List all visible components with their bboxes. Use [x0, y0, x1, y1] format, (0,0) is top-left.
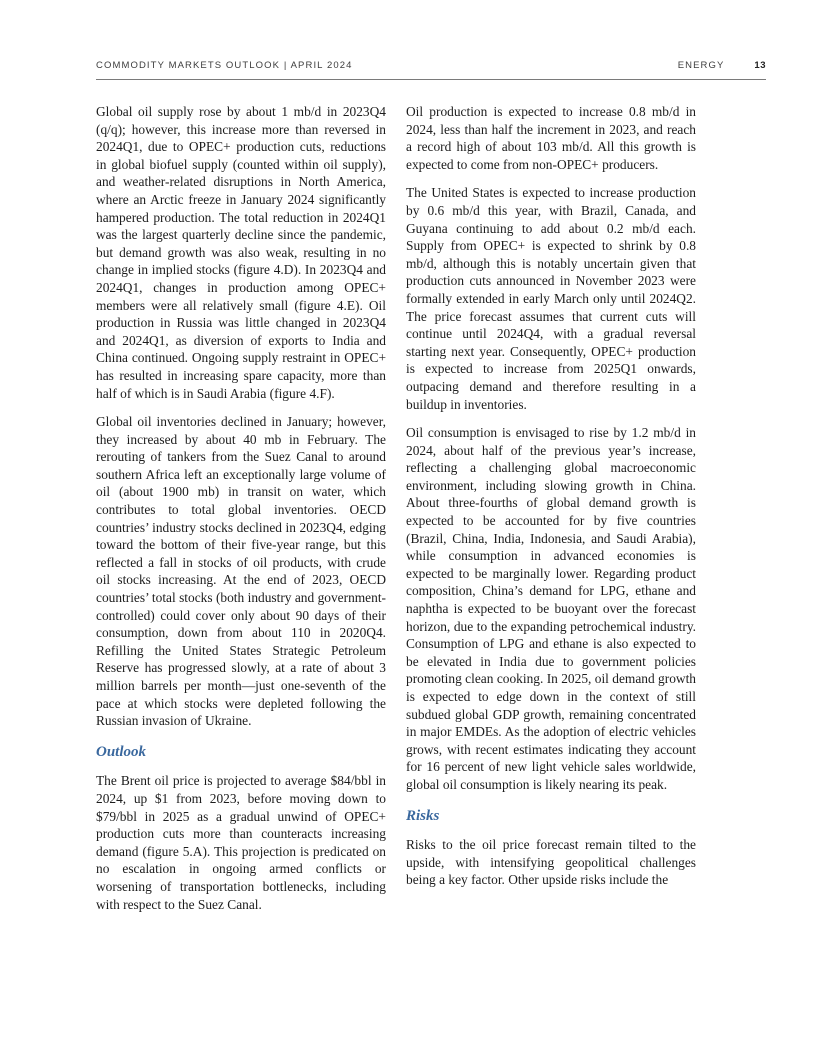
body-paragraph: Oil consumption is envisaged to rise by 1.2 mb/d in 2024, about half of the previous year’s increase, reflecting a challenging global macroeconomic environment, including slowing growth in China. About three-fourths of global demand growth is expected to be accounted for by five countries (Brazil, China, India, Indonesia, and Saudi Arabia), while consumption in advanced economies is expected to be marginally lower. Regarding product composition, China’s demand for LPG, ethane and naphtha is expected to be buoyant over the forecast horizon, due to the expanding petrochemical industry. Consumption of LPG and ethane is also expected to be elevated in India due to government policies promoting clean cooking. In 2025, oil demand growth is expected to edge down in the context of still subdued global GDP growth, remaining concentrated in major EMDEs. As the adoption of electric vehicles grows, with recent estimates indicating they account for 16 percent of new light vehicle sales worldwide, global oil consumption is likely nearing its peak. — [406, 425, 696, 792]
header-right-group — [678, 60, 766, 71]
section-heading-risks: Risks — [406, 807, 440, 824]
body-paragraph: The Brent oil price is projected to average $84/bbl in 2024, up $1 from 2023, before moving down to $79/bbl in 2025 as a gradual unwind of OPEC+ production cuts more than counteracts increasing demand (figure 5.A). This projection is predicated on no escalation in ongoing armed conflicts or worsening of transportation bottlenecks, including with respect to the Suez Canal. — [96, 773, 386, 912]
page-header — [96, 60, 766, 71]
left-column — [96, 103, 386, 924]
page-number: 13 — [754, 60, 766, 71]
header-publication-title: COMMODITY MARKETS OUTLOOK | APRIL 2024 — [96, 60, 353, 71]
right-column — [406, 103, 696, 924]
body-paragraph: Global oil inventories declined in January; however, they increased by about 40 mb in February. The rerouting of tankers from the Suez Canal to around southern Africa left an exceptionally large volume of oil (about 1900 mb) in transit on water, which contributes to total global inventories. OECD countries’ industry stocks declined in 2023Q4, edging toward the bottom of their five-year range, but this reflected a fall in stocks of oil products, with crude oil stocks increasing. At the end of 2023, OECD countries’ total stocks (both industry and government-controlled) could cover only about 90 days of their consumption, down from about 110 in 2020Q4. Refilling the United States Strategic Petroleum Reserve has progressed slowly, at a rate of about 3 million barrels per month—just one-seventh of the pace at which stocks were depleted following the Russian invasion of Ukraine. — [96, 414, 386, 729]
section-heading-outlook: Outlook — [96, 743, 147, 760]
body-paragraph: The United States is expected to increase production by 0.6 mb/d this year, with Brazil, Canada, and Guyana continuing to add about 0.2 mb/d each. Supply from OPEC+ is expected to shrink by 0.8 mb/d, although this is notably uncertain given that production cuts announced in November 2023 were formally extended in early March only until 2024Q2. The price forecast assumes that current cuts will continue until 2024Q4, with a gradual reversal starting next year. Consequently, OPEC+ production is expected to increase from 2025Q1 onwards, outpacing demand and therefore resulting in a buildup in inventories. — [406, 185, 696, 412]
header-section-label: ENERGY — [677, 60, 725, 71]
body-paragraph: Risks to the oil price forecast remain tilted to the upside, with intensifying geopolitical challenges being a key factor. Other upside risks include the — [406, 837, 696, 888]
header-rule — [96, 79, 766, 80]
two-column-body — [96, 103, 696, 924]
body-paragraph: Oil production is expected to increase 0.8 mb/d in 2024, less than half the increment in 2023, and reach a record high of about 103 mb/d. All this growth is expected to come from non-OPEC+ producers. — [406, 104, 696, 172]
body-paragraph: Global oil supply rose by about 1 mb/d in 2023Q4 (q/q); however, this increase more than reversed in 2024Q1, due to OPEC+ production cuts, reductions in global biofuel supply (counted within oil supply), and weather-related disruptions in North America, where an Arctic freeze in January 2024 significantly hampered production. The total reduction in 2024Q1 was the largest quarterly decline since the pandemic, but demand growth was also weak, resulting in no change in implied stocks (figure 4.D). In 2023Q4 and 2024Q1, changes in production among OPEC+ members were all relatively small (figure 4.E). Oil production in Russia was little changed in 2023Q4 and 2024Q1, as diversion of exports to India and China continued. Ongoing supply restraint in OPEC+ has resulted in increasing spare capacity, more than half of which is in Saudi Arabia (figure 4.F). — [96, 104, 386, 401]
